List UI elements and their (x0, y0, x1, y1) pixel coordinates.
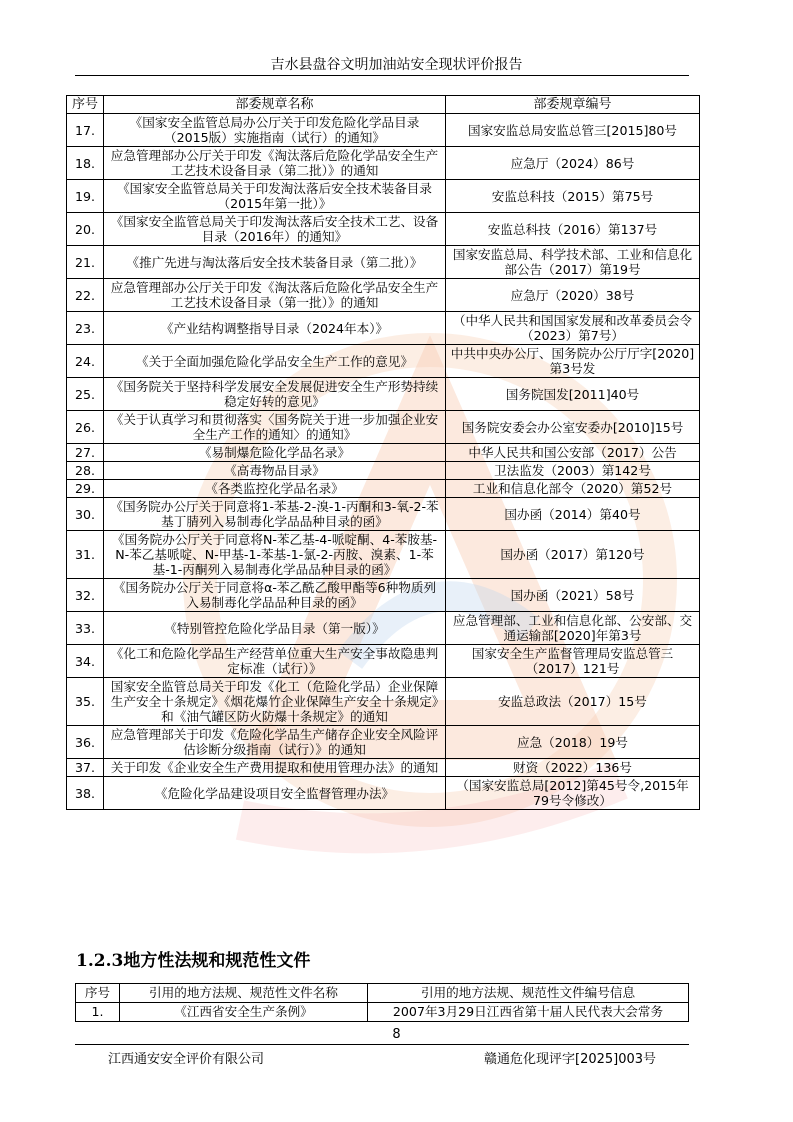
row-number: 17. (67, 114, 104, 147)
table-row (67, 759, 700, 777)
local-header-name: 引用的地方法规、规范性文件名称 (120, 984, 368, 1003)
regulation-name: 《国务院办公厅关于同意将1-苯基-2-溴-1-丙酮和3-氧-2-苯基丁腈列入易制毒化学品品种目录的函》 (104, 498, 446, 531)
regulation-code: 中华人民共和国公安部（2017）公告 (446, 444, 700, 462)
regulation-code: 应急厅（2020）38号 (446, 279, 700, 312)
row-number: 24. (67, 345, 104, 378)
section-heading: 1.2.3地方性法规和规范性文件 (76, 951, 311, 971)
header-name: 部委规章名称 (104, 96, 446, 114)
local-regulations-table (75, 983, 689, 1022)
table-row (67, 147, 700, 180)
table-row (67, 279, 700, 312)
regulation-name: 《国家安全监管总局关于印发淘汰落后安全技术工艺、设备目录（2016年）的通知》 (104, 213, 446, 246)
regulation-name: 《江西省安全生产条例》 (120, 1003, 368, 1022)
header-code: 部委规章编号 (446, 96, 700, 114)
regulation-name: 《国家安全监管总局办公厅关于印发危险化学品目录（2015版）实施指南（试行）的通知》 (104, 114, 446, 147)
regulation-name: 关于印发《企业安全生产费用提取和使用管理办法》的通知 (104, 759, 446, 777)
regulation-code: （中华人民共和国国家发展和改革委员会令（2023）第7号） (446, 312, 700, 345)
local-table-header-row (76, 984, 689, 1003)
local-header-code: 引用的地方法规、规范性文件编号信息 (368, 984, 689, 1003)
table-row (67, 579, 700, 612)
row-number: 27. (67, 444, 104, 462)
regulations-table (66, 95, 700, 810)
row-number: 38. (67, 777, 104, 810)
row-number: 1. (76, 1003, 120, 1022)
row-number: 23. (67, 312, 104, 345)
regulation-code: 国办函（2014）第40号 (446, 498, 700, 531)
footer-divider (75, 1044, 689, 1045)
regulation-code: 国务院国发[2011]40号 (446, 378, 700, 411)
row-number: 35. (67, 678, 104, 726)
row-number: 36. (67, 726, 104, 759)
table-row (67, 678, 700, 726)
footer-doc-code: 赣通危化现评字[2025]003号 (484, 1052, 657, 1067)
regulation-name: 国家安全监管总局关于印发《化工（危险化学品）企业保障生产安全十条规定》《烟花爆竹企业保障生产安全十条规定》和《油气罐区防火防爆十条规定》的通知 (104, 678, 446, 726)
regulation-code: 国务院安委会办公室安委办[2010]15号 (446, 411, 700, 444)
header-title: 吉水县盘谷文明加油站安全现状评价报告 (270, 57, 523, 73)
table-row (67, 180, 700, 213)
footer-company: 江西通安安全评价有限公司 (108, 1052, 265, 1067)
regulation-code: 安监总科技（2016）第137号 (446, 213, 700, 246)
table-row (67, 114, 700, 147)
table-row (67, 312, 700, 345)
regulation-name: 应急管理部办公厅关于印发《淘汰落后危险化学品安全生产工艺技术设备目录（第一批）》的通知 (104, 279, 446, 312)
regulation-name: 《国家安全监管总局关于印发淘汰落后安全技术装备目录（2015年第一批）》 (104, 180, 446, 213)
regulation-code: 中共中央办公厅、国务院办公厅厅字[2020]第3号发 (446, 345, 700, 378)
table-row (67, 777, 700, 810)
regulation-code: 国办函（2021）58号 (446, 579, 700, 612)
regulation-name: 《高毒物品目录》 (104, 462, 446, 480)
table-row (67, 345, 700, 378)
table-row (67, 480, 700, 498)
regulation-name: 《各类监控化学品名录》 (104, 480, 446, 498)
row-number: 25. (67, 378, 104, 411)
row-number: 18. (67, 147, 104, 180)
regulation-name: 《化工和危险化学品生产经营单位重大生产安全事故隐患判定标准（试行）》 (104, 645, 446, 678)
table-row (67, 462, 700, 480)
page-number: 8 (392, 1027, 401, 1042)
regulation-code: 国家安全生产监督管理局安监总管三（2017）121号 (446, 645, 700, 678)
regulation-code: 国家安监总局、科学技术部、工业和信息化部公告（2017）第19号 (446, 246, 700, 279)
row-number: 31. (67, 531, 104, 579)
table-row (67, 378, 700, 411)
table-row (67, 213, 700, 246)
table-row (67, 531, 700, 579)
table-row (76, 1003, 689, 1022)
table-header-row (67, 96, 700, 114)
row-number: 34. (67, 645, 104, 678)
table-row (67, 498, 700, 531)
regulation-name: 《特别管控危险化学品目录（第一版）》 (104, 612, 446, 645)
regulation-code: 国办函（2017）第120号 (446, 531, 700, 579)
regulation-name: 《国务院办公厅关于同意将N-苯乙基-4-哌啶酮、4-苯胺基-N-苯乙基哌啶、N-甲基-1-苯基-1-氯-2-丙胺、溴素、1-苯基-1-丙酮列入易制毒化学品品种目录的函》 (104, 531, 446, 579)
header-divider (75, 75, 689, 76)
regulation-name: 《国务院办公厅关于同意将α-苯乙酰乙酸甲酯等6种物质列入易制毒化学品品种目录的函》 (104, 579, 446, 612)
regulation-code: 卫法监发（2003）第142号 (446, 462, 700, 480)
regulation-name: 应急管理部关于印发《危险化学品生产储存企业安全风险评估诊断分级指南（试行）》的通知 (104, 726, 446, 759)
regulation-code: 工业和信息化部令（2020）第52号 (446, 480, 700, 498)
row-number: 21. (67, 246, 104, 279)
regulation-code: 财资（2022）136号 (446, 759, 700, 777)
row-number: 32. (67, 579, 104, 612)
row-number: 29. (67, 480, 104, 498)
row-number: 20. (67, 213, 104, 246)
regulation-name: 《关于全面加强危险化学品安全生产工作的意见》 (104, 345, 446, 378)
row-number: 30. (67, 498, 104, 531)
row-number: 19. (67, 180, 104, 213)
regulation-name: 《国务院关于坚持科学发展安全发展促进安全生产形势持续稳定好转的意见》 (104, 378, 446, 411)
regulation-name: 《推广先进与淘汰落后安全技术装备目录（第二批）》 (104, 246, 446, 279)
regulation-name: 《关于认真学习和贯彻落实〈国务院关于进一步加强企业安全生产工作的通知〉的通知》 (104, 411, 446, 444)
row-number: 28. (67, 462, 104, 480)
regulation-name: 应急管理部办公厅关于印发《淘汰落后危险化学品安全生产工艺技术设备目录（第二批）》的通知 (104, 147, 446, 180)
row-number: 26. (67, 411, 104, 444)
table-row (67, 726, 700, 759)
regulation-code: 应急厅（2024）86号 (446, 147, 700, 180)
regulation-name: 《危险化学品建设项目安全监督管理办法》 (104, 777, 446, 810)
regulation-code: （国家安监总局[2012]第45号令,2015年79号令修改） (446, 777, 700, 810)
table-row (67, 246, 700, 279)
regulation-code: 国家安监总局安监总管三[2015]80号 (446, 114, 700, 147)
row-number: 22. (67, 279, 104, 312)
regulation-name: 《易制爆危险化学品名录》 (104, 444, 446, 462)
table-row (67, 612, 700, 645)
row-number: 33. (67, 612, 104, 645)
table-row (67, 411, 700, 444)
regulation-code: 应急（2018）19号 (446, 726, 700, 759)
regulation-code: 应急管理部、工业和信息化部、公安部、交通运输部[2020]年第3号 (446, 612, 700, 645)
table-row (67, 444, 700, 462)
table-row (67, 645, 700, 678)
regulation-code: 安监总政法（2017）15号 (446, 678, 700, 726)
regulation-name: 《产业结构调整指导目录（2024年本）》 (104, 312, 446, 345)
regulation-code: 安监总科技（2015）第75号 (446, 180, 700, 213)
header-no: 序号 (67, 96, 104, 114)
row-number: 37. (67, 759, 104, 777)
local-header-no: 序号 (76, 984, 120, 1003)
regulation-code: 2007年3月29日江西省第十届人民代表大会常务 (368, 1003, 689, 1022)
